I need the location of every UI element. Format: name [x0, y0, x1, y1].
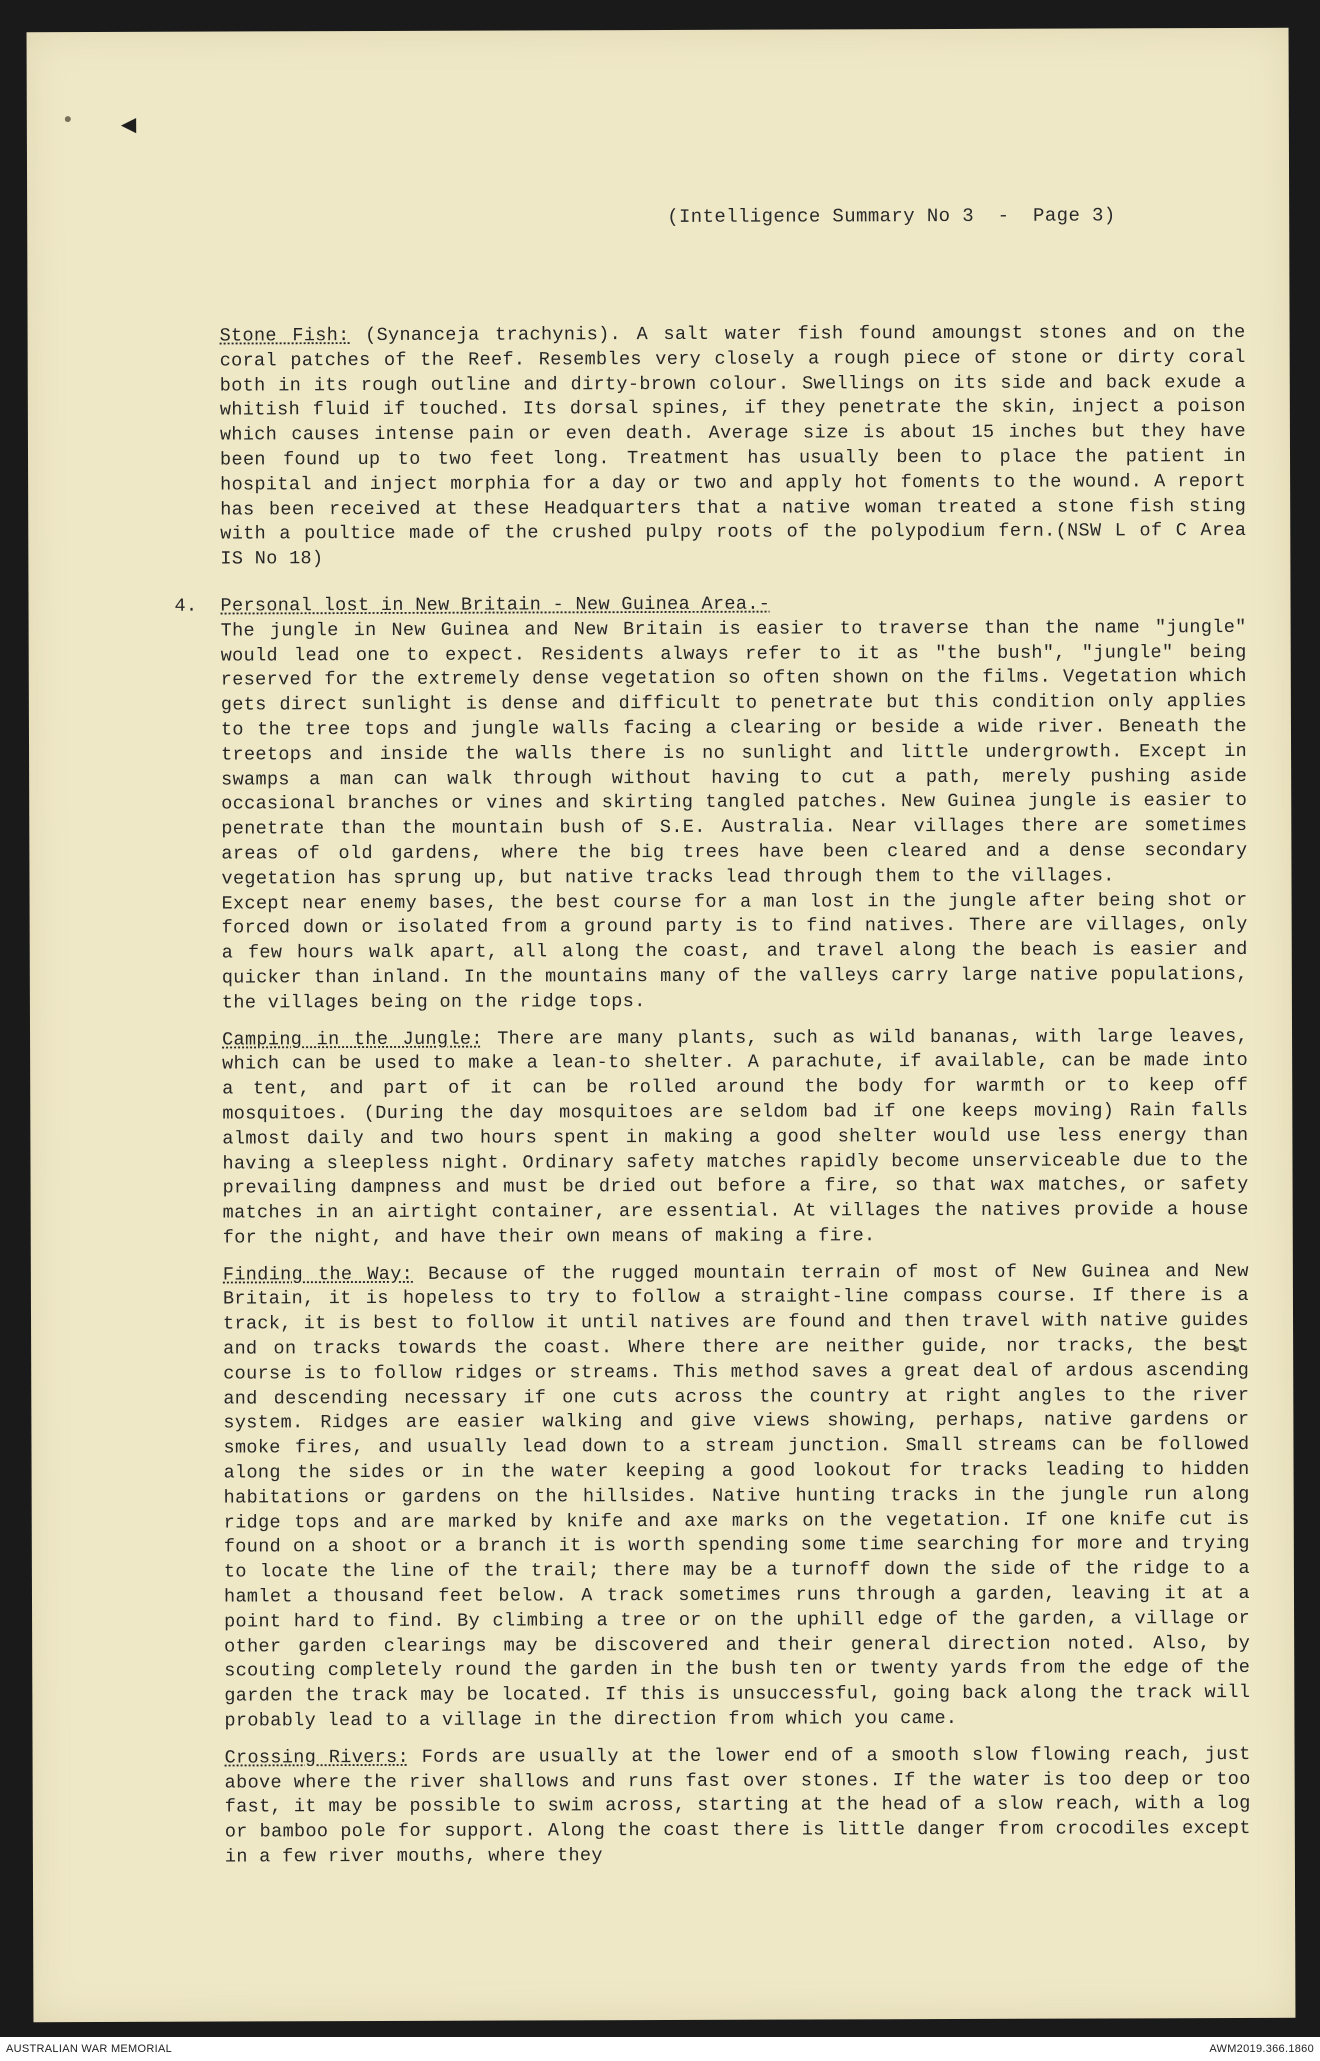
section-4-paragraph-2: Except near enemy bases, the best course for a man lost in the jungle after being shot or forced down or isolated from a ground party is to find natives. There are villages, only a few hours walk apart, all along the coast, and travel along the beach is easier and quicker than inland. In the mountains many of the valleys carry large native populations, the villages being on the ridge tops.: [221, 889, 1248, 1014]
section-number: 4.: [174, 595, 198, 617]
crossing-rivers-paragraph: [225, 1743, 1251, 1871]
stone-fish-text: (Synanceja trachynis). A salt water fish found amoungst stones and on the coral patches of the Reef. Resembles very closely a rough piece of stone or dirty coral both in its rough outline and dirty-brown colour. Swellings on its side and back exude a whitish fluid if touched. Its dorsal spines, if they penetrate the skin, inject a poison which causes intense pain or even death. Average size is about 15 inches but they have been found up to two feet long. Treatment has usually been to place the patient in hospital and inject morphia for a day or two and apply hot foments to the wound. A report has been received at these Headquarters that a native woman treated a stone fish sting with a poultice made of the crushed pulpy roots of the polypodium fern.(NSW L of C Area IS No 18): [219, 321, 1247, 570]
document-body: [174, 321, 1251, 1870]
footer-accession-number: AWM2019.366.1860: [1209, 2043, 1314, 2055]
section-4-heading: Personal lost in New Britain - New Guinea Area.-: [220, 593, 771, 617]
footer-institution: AUSTRALIAN WAR MEMORIAL: [6, 2043, 173, 2055]
stone-fish-paragraph: [220, 321, 1247, 573]
finding-way-heading: Finding the Way:: [222, 1263, 414, 1286]
page-header: (Intelligence Summary No 3 - Page 3): [667, 204, 1116, 228]
archive-footer: [0, 2037, 1320, 2061]
margin-arrow-mark: ◀: [120, 111, 137, 136]
section-4-paragraph-1: The jungle in New Guinea and New Britain is easier to traverse than the name "jungle" would lead one to expect. Residents always refer to it as "the bush", "jungle" being reserved for the extremely dense vegetation so often shown on the films. Vegetation which gets direct sunlight is dense and difficult to penetrate but this condition only applies to the tree tops and jungle walls facing a clearing or beside a wide river. Beneath the treetops and inside the walls there is no sunlight and little undergrowth. Except in swamps a man can walk through without having to cut a path, merely pushing aside occasional branches or vines and skirting tangled patches. New Guinea jungle is easier to penetrate than the mountain bush of S.E. Australia. Near villages there are sometimes areas of old gardens, where the big trees have been cleared and a dense secondary vegetation has sprung up, but native tracks lead through them to the villages.: [220, 616, 1248, 890]
crossing-rivers-heading: Crossing Rivers:: [224, 1746, 410, 1769]
camping-heading: Camping in the Jungle:: [222, 1028, 483, 1051]
finding-way-paragraph: [223, 1260, 1251, 1735]
crossing-rivers-text: Fords are usually at the lower end of a smooth slow flowing reach, just above where the river shallows and runs fast over stones. If the water is too deep or too fast, it may be possible to swim across, starting at the head of a slow reach, with a log or bamboo pole for support. Along the coast there is little danger from crocodiles except in a few river mouths, where they: [224, 1743, 1251, 1868]
camping-text: There are many plants, such as wild bananas, with large leaves, which can be used to make a lean-to shelter. A parachute, if available, can be made into a tent, and part of it can be rolled around the body for warmth or to keep off mosquitoes. (During the day mosquitoes are seldom bad if one keeps moving) Rain falls almost daily and two hours spent in making a good shelter would use less energy than having a sleepless night. Ordinary safety matches rapidly become unserviceable due to the prevailing dampness and must be dried out before a fire, so that wax matches, or safety matches in an airtight container, are essential. At villages the natives provide a house for the night, and have their own means of making a fire.: [222, 1025, 1249, 1249]
section-4: [174, 591, 1248, 1016]
finding-way-text: Because of the rugged mountain terrain of most of New Guinea and New Britain, it is hopeless to try to follow a straight-line compass course. If there is a track, it is best to follow it until natives are found and then travel with native guides and on tracks towards the coast. Where there are neither guide, nor tracks, the best course is to follow ridges or streams. This method saves a great deal of ardous ascending and descending necessary if one cuts across the country at right angles to the river system. Ridges are easier walking and give views showing, perhaps, native gardens or smoke fires, and usually lead down to a stream junction. Small streams can be followed along the sides or in the water keeping a good lookout for tracks leading to hidden habitations or gardens on the hillsides. Native hunting tracks in the jungle run along ridge tops and are marked by knife and axe marks on the vegetation. If one knife cut is found on a shoot or a branch it is worth spending some time searching for more and trying to locate the line of the trail; there may be a turnoff down the side of the ridge to a hamlet a thousand feet below. A track sometimes runs through a garden, leaving it at a point hard to find. By climbing a tree or on the uphill edge of the garden, a village or other garden clearings may be discovered and their general direction noted. Also, by scouting completely round the garden in the bush ten or twenty yards from the edge of the garden the track may be located. If this is unsuccessful, going back along the track will probably lead to a village in the direction from which you came.: [222, 1260, 1251, 1732]
camping-paragraph: [222, 1024, 1249, 1251]
punch-hole: [65, 116, 71, 122]
document-page: [27, 28, 1296, 2022]
stone-fish-heading: Stone Fish:: [219, 325, 350, 347]
